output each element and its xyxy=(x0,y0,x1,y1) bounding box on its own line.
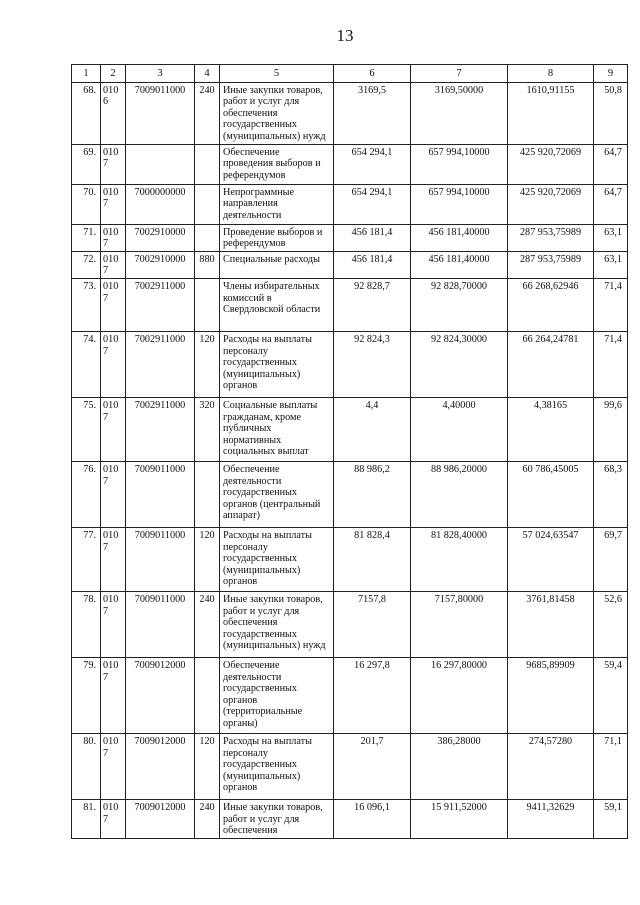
section-code: 0107 xyxy=(101,657,126,733)
target-article-code: 7002911000 xyxy=(126,278,195,331)
row-number: 80. xyxy=(72,733,101,799)
target-article-code: 7009011000 xyxy=(126,591,195,657)
section-code: 0107 xyxy=(101,224,126,251)
percent-col-9: 64,7 xyxy=(594,144,628,184)
value-col-7: 4,40000 xyxy=(411,397,508,461)
expense-name: Обеспечение проведения выборов и референдумов xyxy=(220,144,334,184)
expense-name: Социальные выплаты гражданам, кроме публичных нормативных социальных выплат xyxy=(220,397,334,461)
value-col-8: 3761,81458 xyxy=(508,591,594,657)
expense-type-code: 320 xyxy=(195,397,220,461)
table-row xyxy=(72,527,628,591)
value-col-6: 92 824,3 xyxy=(334,331,411,397)
section-code: 0107 xyxy=(101,278,126,331)
header-cell: 5 xyxy=(220,65,334,83)
value-col-6: 654 294,1 xyxy=(334,144,411,184)
percent-col-9: 69,7 xyxy=(594,527,628,591)
expense-type-code: 240 xyxy=(195,82,220,144)
row-number: 72. xyxy=(72,251,101,278)
expense-type-code xyxy=(195,461,220,527)
table-row xyxy=(72,251,628,278)
section-code: 0106 xyxy=(101,82,126,144)
value-col-8: 287 953,75989 xyxy=(508,251,594,278)
percent-col-9: 71,4 xyxy=(594,331,628,397)
expense-type-code: 120 xyxy=(195,331,220,397)
table-row xyxy=(72,733,628,799)
expense-type-code: 880 xyxy=(195,251,220,278)
percent-col-9: 68,3 xyxy=(594,461,628,527)
target-article-code: 7009011000 xyxy=(126,461,195,527)
expense-type-code xyxy=(195,184,220,224)
percent-col-9: 99,6 xyxy=(594,397,628,461)
value-col-6: 201,7 xyxy=(334,733,411,799)
value-col-6: 7157,8 xyxy=(334,591,411,657)
value-col-6: 654 294,1 xyxy=(334,184,411,224)
row-number: 73. xyxy=(72,278,101,331)
row-number: 81. xyxy=(72,799,101,838)
value-col-7: 456 181,40000 xyxy=(411,224,508,251)
target-article-code: 7002910000 xyxy=(126,251,195,278)
target-article-code: 7009011000 xyxy=(126,82,195,144)
header-cell: 2 xyxy=(101,65,126,83)
target-article-code: 7000000000 xyxy=(126,184,195,224)
expense-name: Непрограммные направления деятельности xyxy=(220,184,334,224)
target-article-code xyxy=(126,144,195,184)
percent-col-9: 59,4 xyxy=(594,657,628,733)
expense-name: Иные закупки товаров, работ и услуг для обеспечения государственных (муниципальных) нужд xyxy=(220,82,334,144)
expense-name: Расходы на выплаты персоналу государственных (муниципальных) органов xyxy=(220,331,334,397)
value-col-7: 81 828,40000 xyxy=(411,527,508,591)
expense-type-code xyxy=(195,224,220,251)
row-number: 76. xyxy=(72,461,101,527)
value-col-6: 456 181,4 xyxy=(334,224,411,251)
value-col-8: 60 786,45005 xyxy=(508,461,594,527)
percent-col-9: 50,8 xyxy=(594,82,628,144)
expense-name: Обеспечение деятельности государственных органов (центральный аппарат) xyxy=(220,461,334,527)
section-code: 0107 xyxy=(101,733,126,799)
expense-name: Проведение выборов и референдумов xyxy=(220,224,334,251)
section-code: 0107 xyxy=(101,397,126,461)
row-number: 77. xyxy=(72,527,101,591)
percent-col-9: 52,6 xyxy=(594,591,628,657)
expense-name: Расходы на выплаты персоналу государственных (муниципальных) органов xyxy=(220,527,334,591)
header-cell: 3 xyxy=(126,65,195,83)
value-col-8: 4,38165 xyxy=(508,397,594,461)
section-code: 0107 xyxy=(101,331,126,397)
value-col-7: 456 181,40000 xyxy=(411,251,508,278)
expense-type-code xyxy=(195,657,220,733)
section-code: 0107 xyxy=(101,591,126,657)
header-cell: 7 xyxy=(411,65,508,83)
value-col-8: 9411,32629 xyxy=(508,799,594,838)
section-code: 0107 xyxy=(101,144,126,184)
table-row xyxy=(72,331,628,397)
header-cell: 4 xyxy=(195,65,220,83)
row-number: 78. xyxy=(72,591,101,657)
row-number: 79. xyxy=(72,657,101,733)
value-col-8: 57 024,63547 xyxy=(508,527,594,591)
row-number: 68. xyxy=(72,82,101,144)
percent-col-9: 63,1 xyxy=(594,224,628,251)
table-row xyxy=(72,461,628,527)
value-col-8: 66 268,62946 xyxy=(508,278,594,331)
value-col-6: 92 828,7 xyxy=(334,278,411,331)
percent-col-9: 64,7 xyxy=(594,184,628,224)
header-cell: 1 xyxy=(72,65,101,83)
value-col-8: 425 920,72069 xyxy=(508,144,594,184)
percent-col-9: 71,4 xyxy=(594,278,628,331)
header-cell: 8 xyxy=(508,65,594,83)
value-col-6: 16 297,8 xyxy=(334,657,411,733)
section-code: 0107 xyxy=(101,184,126,224)
value-col-7: 88 986,20000 xyxy=(411,461,508,527)
value-col-6: 88 986,2 xyxy=(334,461,411,527)
percent-col-9: 59,1 xyxy=(594,799,628,838)
target-article-code: 7002910000 xyxy=(126,224,195,251)
value-col-7: 16 297,80000 xyxy=(411,657,508,733)
value-col-8: 9685,89909 xyxy=(508,657,594,733)
expense-name: Члены избирательных комиссий в Свердловской области xyxy=(220,278,334,331)
section-code: 0107 xyxy=(101,527,126,591)
row-number: 71. xyxy=(72,224,101,251)
section-code: 0107 xyxy=(101,461,126,527)
expense-name: Иные закупки товаров, работ и услуг для обеспечения государственных (муниципальных) нужд xyxy=(220,591,334,657)
value-col-7: 657 994,10000 xyxy=(411,144,508,184)
row-number: 70. xyxy=(72,184,101,224)
section-code: 0107 xyxy=(101,799,126,838)
target-article-code: 7009012000 xyxy=(126,657,195,733)
value-col-7: 386,28000 xyxy=(411,733,508,799)
target-article-code: 7002911000 xyxy=(126,331,195,397)
value-col-8: 425 920,72069 xyxy=(508,184,594,224)
table-row xyxy=(72,799,628,838)
value-col-6: 81 828,4 xyxy=(334,527,411,591)
value-col-8: 274,57280 xyxy=(508,733,594,799)
table-row xyxy=(72,657,628,733)
value-col-6: 456 181,4 xyxy=(334,251,411,278)
expense-type-code xyxy=(195,144,220,184)
table-row xyxy=(72,82,628,144)
value-col-7: 92 828,70000 xyxy=(411,278,508,331)
table-header xyxy=(72,65,628,83)
expense-name: Иные закупки товаров, работ и услуг для обеспечения xyxy=(220,799,334,838)
target-article-code: 7009011000 xyxy=(126,527,195,591)
expense-type-code: 120 xyxy=(195,733,220,799)
value-col-8: 287 953,75989 xyxy=(508,224,594,251)
table-row xyxy=(72,278,628,331)
target-article-code: 7002911000 xyxy=(126,397,195,461)
expense-type-code: 240 xyxy=(195,799,220,838)
table-row xyxy=(72,144,628,184)
target-article-code: 7009012000 xyxy=(126,733,195,799)
value-col-8: 66 264,24781 xyxy=(508,331,594,397)
row-number: 75. xyxy=(72,397,101,461)
budget-table xyxy=(71,64,628,839)
value-col-6: 3169,5 xyxy=(334,82,411,144)
table-row xyxy=(72,591,628,657)
value-col-6: 4,4 xyxy=(334,397,411,461)
header-cell: 9 xyxy=(594,65,628,83)
value-col-7: 15 911,52000 xyxy=(411,799,508,838)
expense-type-code: 240 xyxy=(195,591,220,657)
header-row xyxy=(72,65,628,83)
expense-type-code: 120 xyxy=(195,527,220,591)
percent-col-9: 63,1 xyxy=(594,251,628,278)
value-col-7: 657 994,10000 xyxy=(411,184,508,224)
value-col-7: 7157,80000 xyxy=(411,591,508,657)
page-number: 13 xyxy=(336,26,354,45)
expense-name: Специальные расходы xyxy=(220,251,334,278)
row-number: 74. xyxy=(72,331,101,397)
target-article-code: 7009012000 xyxy=(126,799,195,838)
table-row xyxy=(72,184,628,224)
table-body xyxy=(72,82,628,838)
header-cell: 6 xyxy=(334,65,411,83)
value-col-8: 1610,91155 xyxy=(508,82,594,144)
value-col-6: 16 096,1 xyxy=(334,799,411,838)
value-col-7: 92 824,30000 xyxy=(411,331,508,397)
percent-col-9: 71,1 xyxy=(594,733,628,799)
expense-name: Обеспечение деятельности государственных органов (территориальные органы) xyxy=(220,657,334,733)
table-row xyxy=(72,224,628,251)
row-number: 69. xyxy=(72,144,101,184)
expense-name: Расходы на выплаты персоналу государственных (муниципальных) органов xyxy=(220,733,334,799)
section-code: 0107 xyxy=(101,251,126,278)
value-col-7: 3169,50000 xyxy=(411,82,508,144)
table-row xyxy=(72,397,628,461)
expense-type-code xyxy=(195,278,220,331)
